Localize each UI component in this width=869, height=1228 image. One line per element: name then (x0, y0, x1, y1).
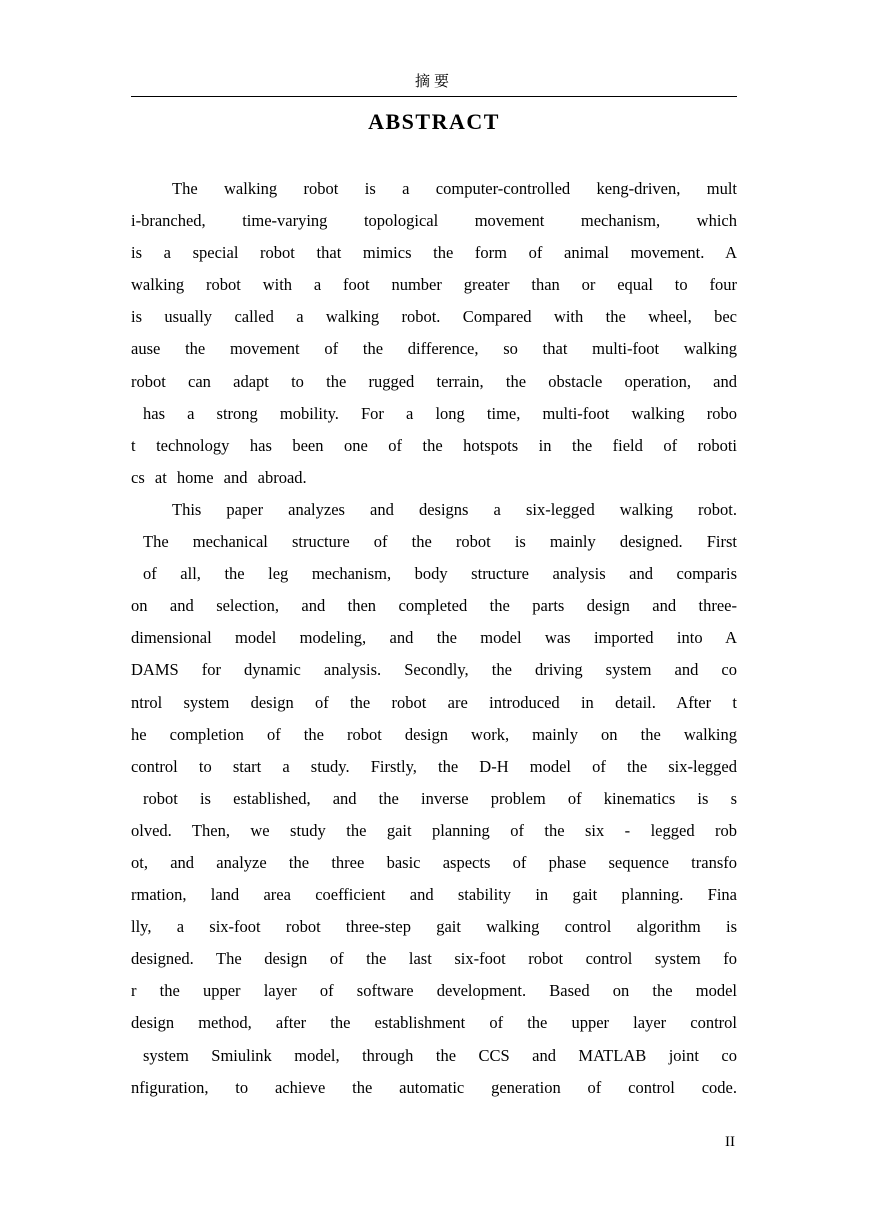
text-line: designed. The design of the last six-foot robot control system fo (131, 949, 737, 969)
text-line: This paper analyzes and designs a six-legged walking robot. (172, 499, 737, 519)
text-line: cs at home and abroad. (131, 467, 307, 487)
header-rule (131, 96, 737, 97)
text-line: has a strong mobility. For a long time, multi-foot walking robo (143, 403, 737, 423)
text-line: The walking robot is a computer-controlled keng-driven, mult (172, 179, 737, 198)
text-line: on and selection, and then completed the parts design and three- (131, 596, 737, 616)
text-line: he completion of the robot design work, mainly on the walking (131, 724, 737, 744)
text-line: system Smiulink model, through the CCS and MATLAB joint co (143, 1045, 737, 1065)
text-line: of all, the leg mechanism, body structure analysis and comparis (143, 564, 737, 584)
text-line: is usually called a walking robot. Compared with the wheel, bec (131, 307, 737, 327)
text-line: r the upper layer of software development. Based on the model (131, 981, 737, 1001)
text-line: ntrol system design of the robot are introduced in detail. After t (131, 692, 737, 712)
text-line: design method, after the establishment of the upper layer control (131, 1013, 737, 1033)
abstract-title: ABSTRACT (368, 109, 500, 134)
text-line: control to start a study. Firstly, the D-H model of the six-legged (131, 756, 737, 776)
text-line: lly, a six-foot robot three-step gait walking control algorithm is (131, 917, 737, 937)
text-line: ause the movement of the difference, so that multi-foot walking (131, 339, 737, 359)
text-line: t technology has been one of the hotspots in the field of roboti (131, 435, 737, 455)
running-header: 摘要 (414, 72, 453, 90)
text-line: robot can adapt to the rugged terrain, the obstacle operation, and (131, 371, 737, 391)
text-line: robot is established, and the inverse problem of kinematics is s (143, 788, 737, 808)
text-line: rmation, land area coefficient and stability in gait planning. Fina (131, 885, 737, 905)
text-line: ot, and analyze the three basic aspects of phase sequence transfo (131, 852, 737, 872)
text-line: dimensional model modeling, and the model was imported into A (131, 628, 737, 648)
text-line: olved. Then, we study the gait planning of the six - legged rob (131, 820, 737, 840)
abstract-body (131, 173, 737, 1104)
text-line: walking robot with a foot number greater than or equal to four (131, 275, 737, 295)
text-line: i-branched, time-varying topological movement mechanism, which (131, 211, 737, 231)
text-line: nfiguration, to achieve the automatic generation of control code. (131, 1077, 737, 1097)
page-number: II (725, 1134, 735, 1150)
text-line: is a special robot that mimics the form of animal movement. A (131, 243, 737, 263)
text-line: DAMS for dynamic analysis. Secondly, the driving system and co (131, 660, 737, 680)
text-line: The mechanical structure of the robot is mainly designed. First (143, 532, 737, 552)
